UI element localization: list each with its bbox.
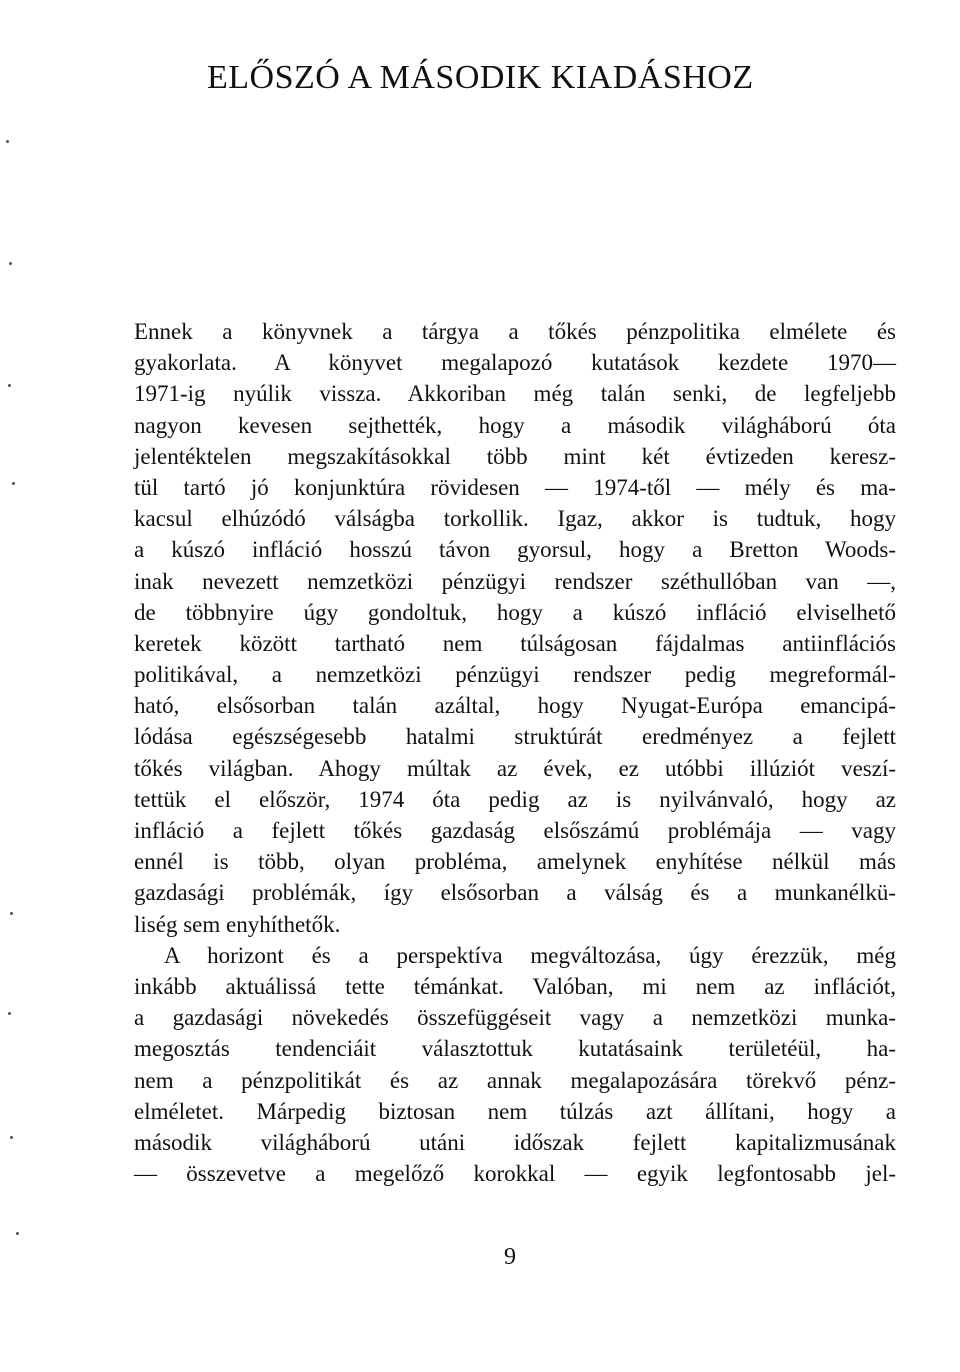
text-line: Ennek a könyvnek a tárgya a tőkés pénzpolitika elmélete és	[134, 319, 896, 344]
text-line: nem a pénzpolitikát és az annak megalapozására törekvő pénz-	[134, 1067, 896, 1093]
body-text	[134, 316, 896, 1189]
scan-speck	[10, 1136, 13, 1139]
text-line: ható, elsősorban talán azáltal, hogy Nyugat-Európa emancipá-	[134, 693, 896, 719]
text-line: tettük el először, 1974 óta pedig az is nyilvánvaló, hogy az	[134, 786, 896, 812]
text-line: gazdasági problémák, így elsősorban a válság és a munkanélkü-	[134, 880, 896, 906]
text-line: infláció a fejlett tőkés gazdaság elsőszámú problémája — vagy	[134, 818, 896, 843]
text-line: liség sem enyhíthetők.	[134, 911, 341, 937]
text-line: — összevetve a megelőző korokkal — egyik legfontosabb jel-	[134, 1161, 896, 1187]
page-number: 9	[504, 1244, 516, 1270]
text-line: 1971-ig nyúlik vissza. Akkoriban még talán senki, de legfeljebb	[134, 381, 896, 407]
text-line: keretek között tartható nem túlságosan fájdalmas antiinflációs	[134, 630, 896, 656]
text-line: tül tartó jó konjunktúra rövidesen — 1974-től — mély és ma-	[134, 474, 896, 500]
scan-speck	[6, 140, 9, 143]
chapter-title: ELŐSZÓ A MÁSODIK KIADÁSHOZ	[207, 59, 754, 96]
scan-speck	[10, 912, 13, 915]
text-line: megosztás tendenciáit választottuk kutatásaink területéül, ha-	[134, 1036, 896, 1062]
text-line: lódása egészségesebb hatalmi struktúrát eredményez a fejlett	[134, 724, 896, 750]
text-line: ennél is több, olyan probléma, amelynek enyhítése nélkül más	[134, 849, 896, 875]
scan-speck	[8, 1012, 11, 1015]
text-line: gyakorlata. A könyvet megalapozó kutatások kezdete 1970—	[134, 350, 896, 376]
text-line: de többnyire úgy gondoltuk, hogy a kúszó infláció elviselhető	[134, 599, 896, 625]
text-line: politikával, a nemzetközi pénzügyi rendszer pedig megreformál-	[134, 662, 896, 688]
text-line: a kúszó infláció hosszú távon gyorsul, hogy a Bretton Woods-	[134, 537, 896, 563]
scan-speck	[9, 262, 12, 265]
text-line: tőkés világban. Ahogy múltak az évek, ez utóbbi illúziót veszí-	[134, 755, 896, 781]
text-line: a gazdasági növekedés összefüggéseit vagy a nemzetközi munka-	[134, 1005, 896, 1031]
text-line: nagyon kevesen sejthették, hogy a második világháború óta	[134, 412, 896, 438]
text-line: A horizont és a perspektíva megváltozása, úgy érezzük, még	[164, 942, 896, 968]
text-line: kacsul elhúzódó válságba torkollik. Igaz, akkor is tudtuk, hogy	[134, 506, 896, 532]
text-line: inkább aktuálissá tette témánkat. Valóban, mi nem az inflációt,	[134, 973, 896, 999]
text-line: inak nevezett nemzetközi pénzügyi rendszer széthullóban van —,	[134, 568, 896, 594]
scan-speck	[8, 384, 11, 387]
scan-speck	[16, 1232, 19, 1235]
text-line: második világháború utáni időszak fejlett kapitalizmusának	[134, 1129, 896, 1155]
text-line: elméletet. Márpedig biztosan nem túlzás azt állítani, hogy a	[134, 1098, 896, 1124]
scan-speck	[12, 482, 15, 485]
text-line: jelentéktelen megszakításokkal több mint két évtizeden keresz-	[134, 443, 896, 469]
